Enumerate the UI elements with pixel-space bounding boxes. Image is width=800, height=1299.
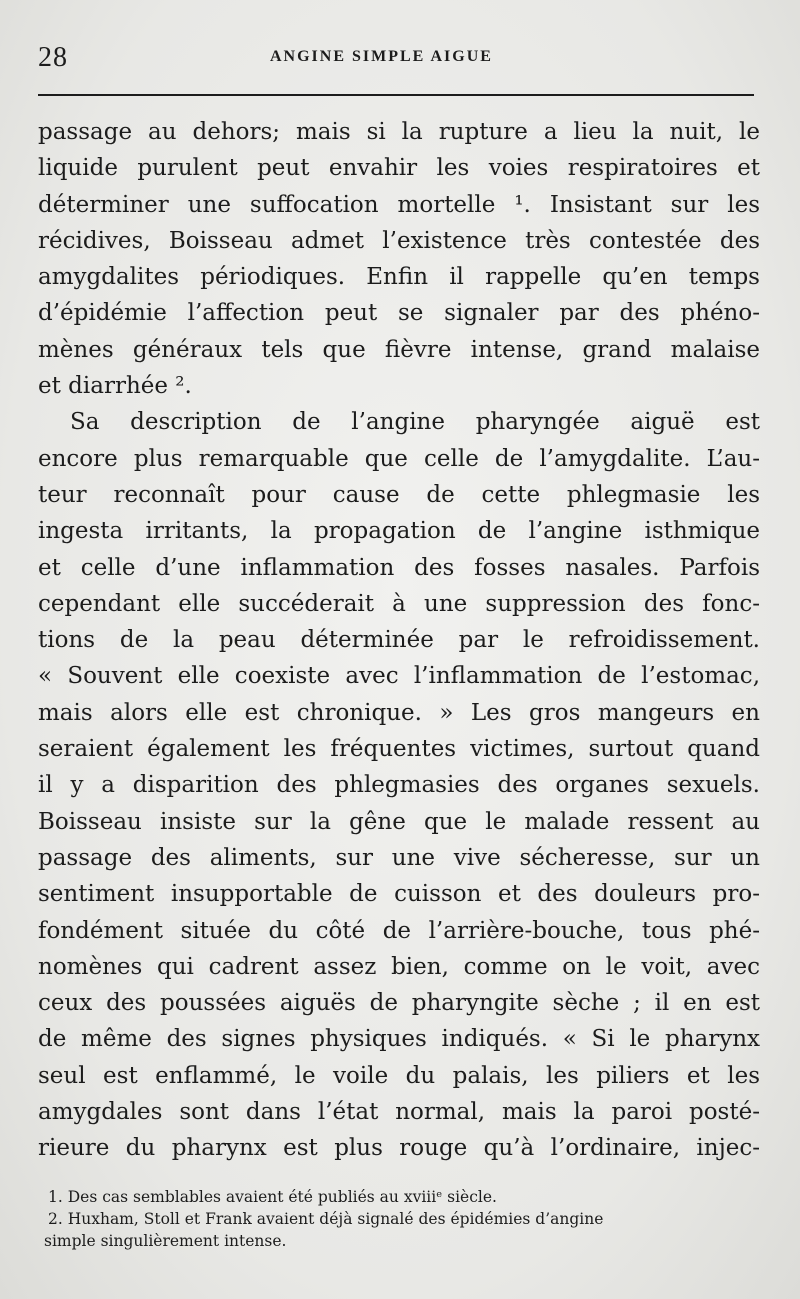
running-title: ANGINE SIMPLE AIGUE (270, 48, 493, 65)
text-line: de même des signes physiques indiqués. « Si le pharynx (38, 1026, 760, 1053)
page-header (38, 42, 758, 78)
footnotes (44, 1186, 764, 1252)
text-line: mènes généraux tels que fièvre intense, grand malaise (38, 336, 760, 363)
text-line: teur reconnaît pour cause de cette phlegmasie les (38, 481, 760, 508)
text-line: Sa description de l’angine pharyngée aiguë est (70, 409, 760, 436)
footnote-1: 1. Des cas semblables avaient été publiés au xviiiᵉ siècle. (48, 1188, 497, 1206)
footnote-2: 2. Huxham, Stoll et Frank avaient déjà signalé des épidémies d’angine (48, 1210, 604, 1228)
text-line: et diarrhée ². (38, 373, 192, 400)
text-line: sentiment insupportable de cuisson et des douleurs pro- (38, 881, 760, 908)
footnote-2-continuation: simple singulièrement intense. (44, 1232, 287, 1250)
text-line: passage au dehors; mais si la rupture a lieu la nuit, le (38, 119, 760, 145)
text-line: liquide purulent peut envahir les voies respiratoires et (38, 155, 760, 182)
text-line: nomènes qui cadrent assez bien, comme on le voit, avec (38, 953, 760, 980)
text-line: ingesta irritants, la propagation de l’angine isthmique (38, 518, 760, 545)
text-line: fondément située du côté de l’arrière-bouche, tous phé- (38, 917, 760, 944)
text-line: mais alors elle est chronique. » Les gros mangeurs en (38, 699, 760, 726)
text-line: et celle d’une inflammation des fosses nasales. Parfois (38, 554, 760, 581)
text-line: « Souvent elle coexiste avec l’inflammation de l’estomac, (38, 663, 760, 690)
text-line: il y a disparition des phlegmasies des organes sexuels. (38, 772, 760, 799)
text-line: seul est enflammé, le voile du palais, les piliers et les (38, 1062, 760, 1089)
text-line: Boisseau insiste sur la gêne que le malade ressent au (38, 808, 760, 835)
text-line: cependant elle succéderait à une suppression des fonc- (38, 590, 760, 617)
body-text (38, 114, 760, 1167)
text-line: tions de la peau déterminée par le refroidissement. (38, 627, 760, 654)
text-line: récidives, Boisseau admet l’existence très contestée des (38, 227, 760, 254)
text-line: amygdales sont dans l’état normal, mais la paroi posté- (38, 1099, 760, 1126)
header-rule (38, 94, 754, 96)
text-line: rieure du pharynx est plus rouge qu’à l’ordinaire, injec- (38, 1135, 760, 1162)
text-line: d’épidémie l’affection peut se signaler par des phéno- (38, 300, 760, 327)
text-line: amygdalites périodiques. Enfin il rappelle qu’en temps (38, 264, 760, 291)
text-line: encore plus remarquable que celle de l’amygdalite. L’au- (38, 445, 760, 472)
text-line: ceux des poussées aiguës de pharyngite sèche ; il en est (38, 990, 760, 1017)
text-line: seraient également les fréquentes victimes, surtout quand (38, 736, 760, 763)
text-line: passage des aliments, sur une vive sécheresse, sur un (38, 844, 760, 871)
page-number: 28 (38, 42, 68, 73)
text-line: déterminer une suffocation mortelle ¹. Insistant sur les (38, 191, 760, 218)
